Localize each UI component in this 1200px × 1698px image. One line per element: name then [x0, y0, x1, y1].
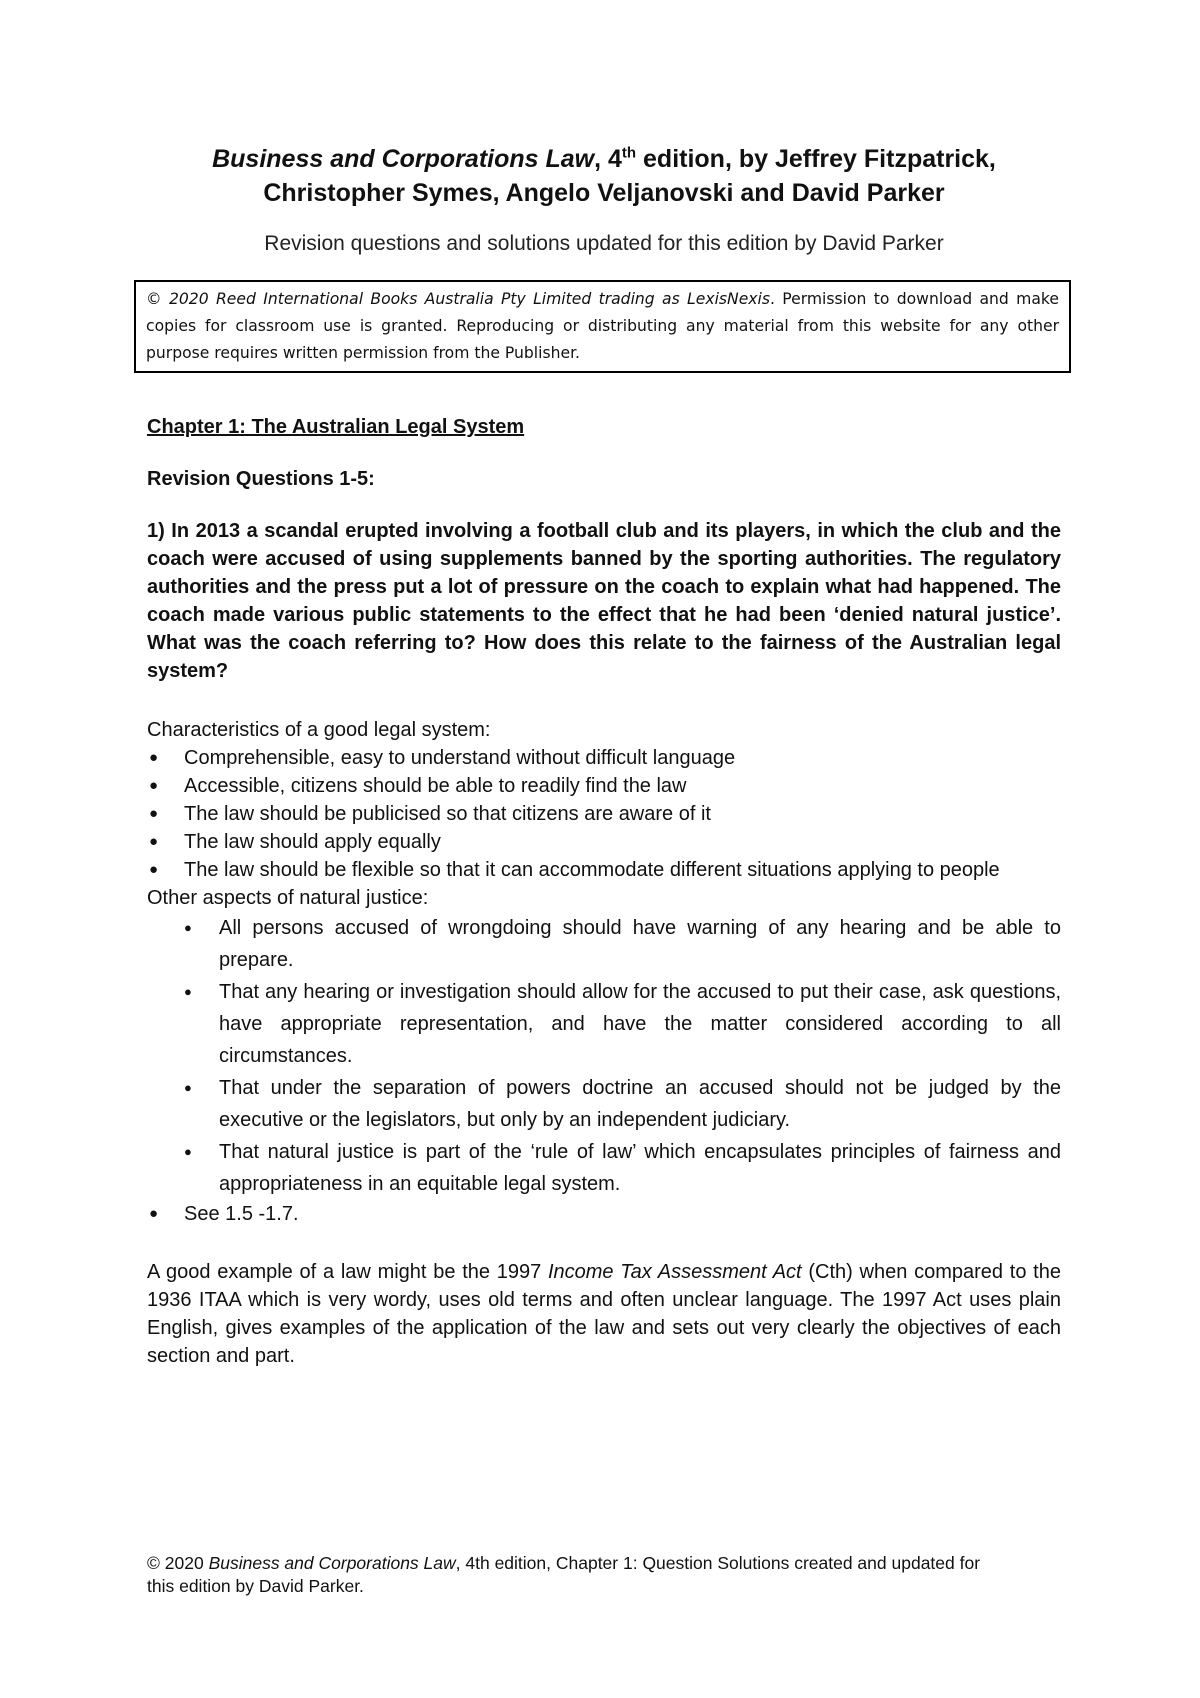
title-superscript: th — [621, 144, 637, 162]
page-footer — [147, 1552, 1007, 1598]
footer-book-title: Business and Corporations Law — [208, 1553, 456, 1573]
list-item: ● The law should be publicised so that citizens are aware of it — [147, 800, 1061, 828]
document-title — [147, 142, 1061, 210]
chapter-heading: Chapter 1: The Australian Legal System — [147, 416, 525, 438]
characteristics-list — [147, 744, 1061, 884]
document-subtitle: Revision questions and solutions updated for this edition by David Parker — [264, 232, 944, 255]
list-item: ● The law should apply equally — [147, 828, 1061, 856]
list-item: ● All persons accused of wrongdoing should have warning of any hearing and be able to prepare. — [147, 912, 1061, 976]
example-text-1: A good example of a law might be the 1997 — [147, 1261, 548, 1283]
see-reference: ● See 1.5 -1.7. — [147, 1200, 1061, 1228]
title-line-1 — [147, 142, 1061, 176]
copyright-notice-box — [134, 280, 1071, 373]
title-line-2: Christopher Symes, Angelo Veljanovski and David Parker — [263, 179, 945, 207]
see-reference-list — [147, 1200, 1061, 1228]
characteristics-heading: Characteristics of a good legal system: — [147, 719, 491, 741]
natural-justice-heading: Other aspects of natural justice: — [147, 887, 429, 909]
list-item: ● Comprehensible, easy to understand without difficult language — [147, 744, 1061, 772]
list-item: ● The law should be flexible so that it can accommodate different situations applying to people — [147, 856, 1061, 884]
revision-questions-heading: Revision Questions 1-5: — [147, 468, 375, 490]
list-item: ● That under the separation of powers doctrine an accused should not be judged by the executive or the legislators, but only by an independent judiciary. — [147, 1072, 1061, 1136]
list-item: ● That any hearing or investigation should allow for the accused to put their case, ask questions, have appropriate representation, and have the matter considered according to all circumstances. — [147, 976, 1061, 1072]
list-item: ● Accessible, citizens should be able to readily find the law — [147, 772, 1061, 800]
natural-justice-list — [147, 912, 1061, 1200]
footer-text: , 4th edition, Chapter 1: Question Solutions created and updated for this edition by David Parker. — [147, 1553, 981, 1596]
book-title: Business and Corporations Law — [212, 145, 595, 173]
act-title: Income Tax Assessment Act — [547, 1261, 802, 1283]
document-content — [147, 142, 1061, 1370]
footer-copyright: © 2020 — [147, 1553, 209, 1573]
list-item: ● That natural justice is part of the ‘rule of law’ which encapsulates principles of fairness and appropriateness in an equitable legal system. — [147, 1136, 1061, 1200]
example-text-2: (Cth) when compared to the 1936 ITAA which is very wordy, uses old terms and often unclear language. The 1997 Act uses plain English, gives examples of the application of the law and sets out very clearly the objectives of each section and part. — [147, 1261, 1061, 1367]
title-edition: , 4 — [594, 145, 622, 173]
copyright-holder: © 2020 Reed International Books Australia Pty Limited trading as LexisNexis — [146, 290, 770, 308]
copyright-text: . Permission to download and make copies for classroom use is granted. Reproducing or distributing any material from this website for any other purpose requires written permission from the Publisher. — [146, 290, 1059, 362]
title-authors-1: edition, by Jeffrey Fitzpatrick, — [636, 145, 996, 173]
question-1: 1) In 2013 a scandal erupted involving a football club and its players, in which the club and the coach were accused of using supplements banned by the sporting authorities. The regulatory authorities and the press put a lot of pressure on the coach to explain what had happened. The coach made various public statements to the effect that he had been ‘denied natural justice’. What was the coach referring to? How does this relate to the fairness of the Australian legal system? — [147, 520, 1061, 682]
example-paragraph — [147, 1258, 1061, 1370]
